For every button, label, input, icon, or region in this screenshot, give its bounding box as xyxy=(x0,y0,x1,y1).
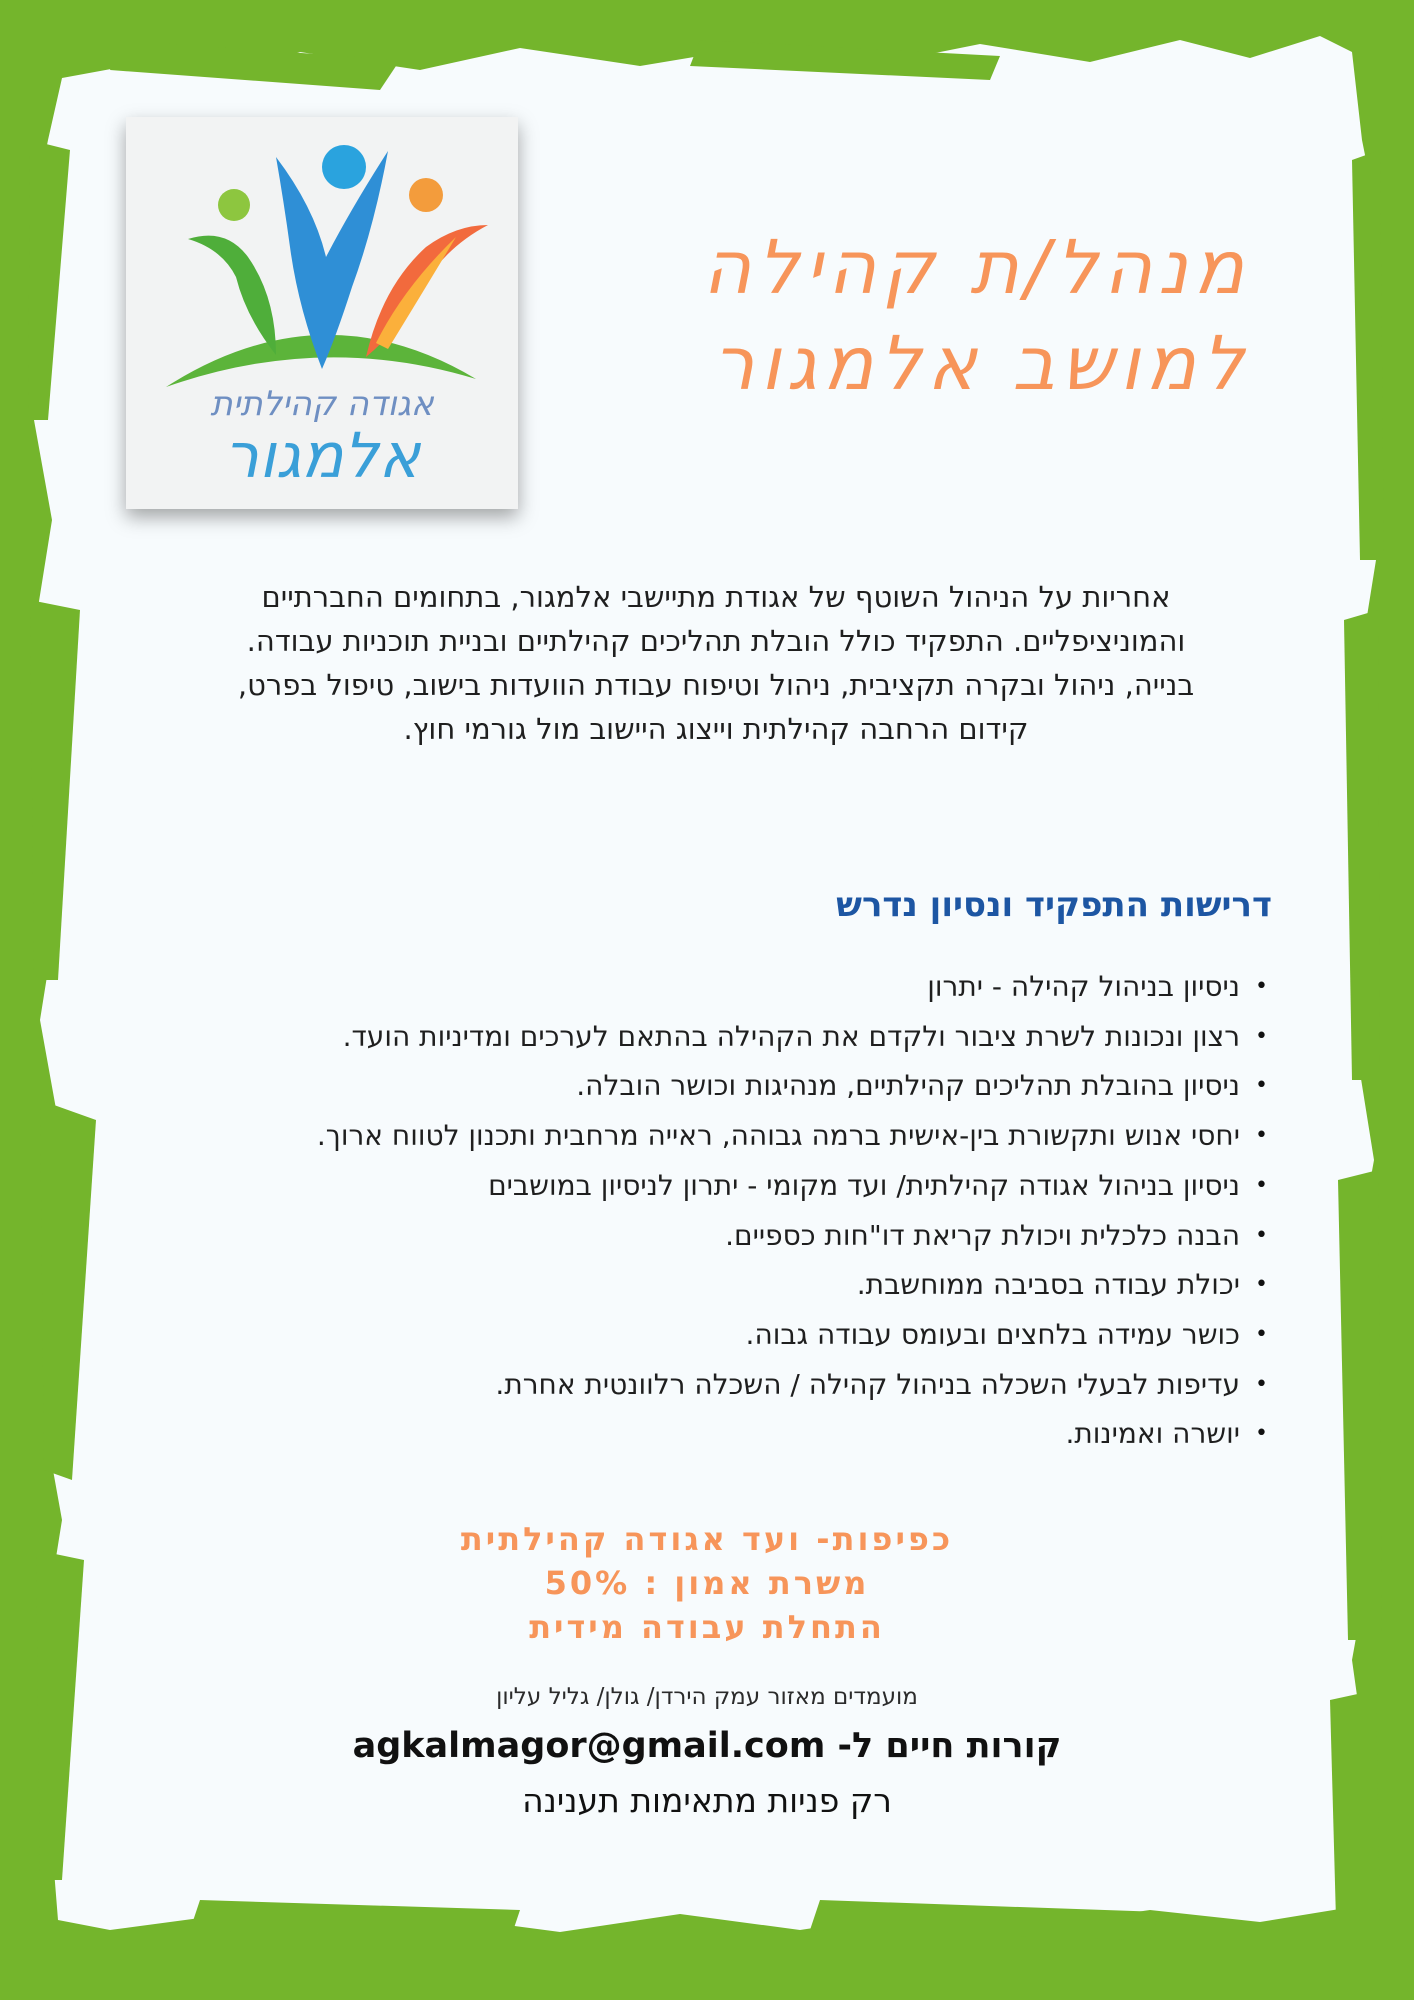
list-item-text: רצון ונכונות לשרת ציבור ולקדם את הקהילה בהתאם לערכים ומדיניות הועד. xyxy=(342,1019,1240,1053)
intro-line: אחריות על הניהול השוטף של אגודת מתיישבי אלמגור, בתחומים החברתיים xyxy=(261,580,1171,614)
bullet-icon: • xyxy=(1255,1023,1268,1049)
list-item-text: יושרה ואמינות. xyxy=(1065,1417,1240,1451)
bullet-icon: • xyxy=(1255,1172,1268,1198)
bullet-icon: • xyxy=(1255,1073,1268,1099)
job-details xyxy=(300,1517,1114,1649)
bullet-icon: • xyxy=(1255,974,1268,999)
list-item xyxy=(80,1260,1268,1310)
bullet-icon: • xyxy=(1255,1371,1268,1397)
list-item-text: הבנה כלכלית ויכולת קריאת דו"חות כספיים. xyxy=(725,1218,1240,1252)
list-item xyxy=(80,962,1268,1012)
cv-contact: קורות חיים ל- agkalmagor@gmail.com xyxy=(352,1726,1062,1766)
logo xyxy=(126,117,518,509)
list-item xyxy=(80,1360,1268,1410)
intro-line: בנייה, ניהול ובקרה תקציבית, ניהול וטיפוח עבודת הוועדות בישוב, טיפול בפרט, xyxy=(237,668,1195,702)
page-title xyxy=(560,220,1250,412)
reporting-line: כפיפות- ועד אגודה קהילתית xyxy=(460,1520,954,1558)
community-people-logo-icon xyxy=(126,117,518,509)
list-item xyxy=(80,1211,1268,1261)
list-item xyxy=(80,1310,1268,1360)
bullet-icon: • xyxy=(1255,1222,1268,1248)
list-item-text: יחסי אנוש ותקשורת בין-אישית ברמה גבוהה, ראייה מרחבית ותכנון לטווח ארוך. xyxy=(316,1119,1240,1153)
start-date: התחלת עבודה מידית xyxy=(529,1608,885,1646)
list-item xyxy=(80,1061,1268,1111)
list-item xyxy=(80,1012,1268,1062)
title-line1: מנהל/ת קהילה xyxy=(702,225,1250,311)
list-item-text: ניסיון בניהול קהילה - יתרון xyxy=(927,970,1240,1003)
list-item-text: כושר עמידה בלחצים ובעומס עבודה גבוה. xyxy=(745,1317,1240,1351)
intro-paragraph xyxy=(100,575,1332,751)
region-note: מועמדים מאזור עמק הירדן/ גולן/ גליל עליון xyxy=(496,1684,918,1710)
requirements-list xyxy=(80,962,1268,1459)
list-item-text: ניסיון בניהול אגודה קהילתית/ ועד מקומי - יתרון לניסיון במושבים xyxy=(488,1168,1240,1202)
list-item xyxy=(80,1111,1268,1161)
position-scope: משרת אמון : 50% xyxy=(544,1564,870,1602)
intro-line: קידום הרחבה קהילתית וייצוג היישוב מול גורמי חוץ. xyxy=(403,712,1029,746)
list-item xyxy=(80,1161,1268,1211)
list-item-text: עדיפות לבעלי השכלה בניהול קהילה / השכלה רלוונטית אחרת. xyxy=(495,1367,1240,1401)
bullet-icon: • xyxy=(1255,1272,1268,1298)
logo-text-line1: אגודה קהילתית xyxy=(210,384,434,424)
bullet-icon: • xyxy=(1255,1321,1268,1347)
suitable-only-note: רק פניות מתאימות תענינה xyxy=(522,1781,892,1820)
bullet-icon: • xyxy=(1255,1123,1268,1149)
requirements-heading: דרישות התפקיד ונסיון נדרש xyxy=(836,885,1272,925)
intro-line: והמוניציפליים. התפקיד כולל הובלת תהליכים קהילתיים ובניית תוכניות עבודה. xyxy=(246,624,1186,658)
list-item-text: יכולת עבודה בסביבה ממוחשבת. xyxy=(856,1268,1240,1302)
logo-text-line2: אלמגור xyxy=(223,419,421,492)
title-line2: למושב אלמגור xyxy=(712,321,1250,407)
list-item-text: ניסיון בהובלת תהליכים קהילתיים, מנהיגות וכושר הובלה. xyxy=(576,1069,1240,1103)
list-item xyxy=(80,1409,1268,1459)
bullet-icon: • xyxy=(1255,1421,1268,1447)
